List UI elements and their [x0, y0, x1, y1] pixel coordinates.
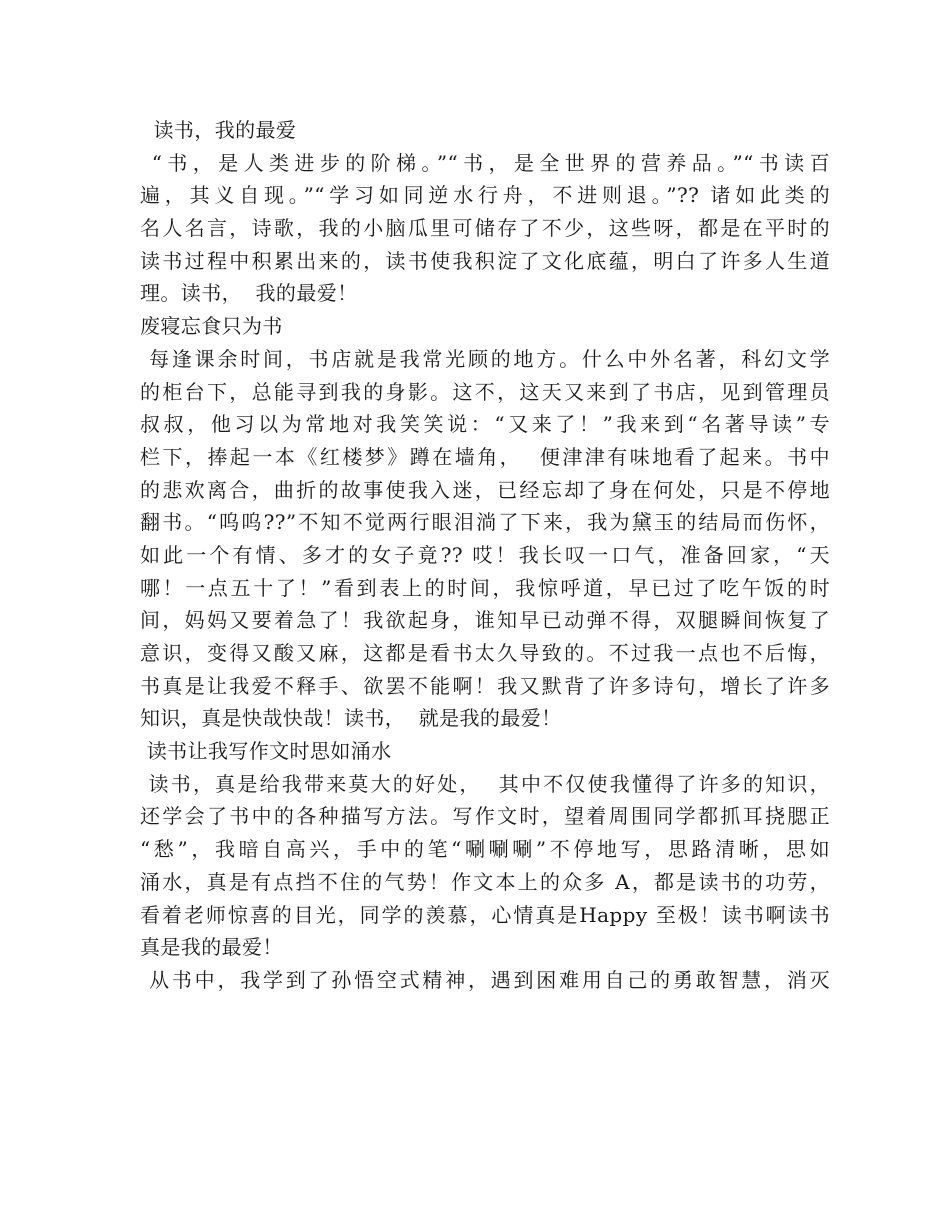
text-line: 知识，真是快哉快哉！读书， 就是我的最爱！	[140, 706, 562, 731]
text-line: 读书，真是给我带来莫大的好处， 其中不仅使我懂得了许多的知识，	[140, 771, 830, 796]
text-line: 哪！一点五十了！”看到表上的时间，我惊呼道，早已过了吃午饭的时	[140, 575, 830, 600]
text-line: 遍，其义自现。”“学习如同逆水行舟，不进则退。”?? 诸如此类的	[140, 183, 830, 208]
text-line: 栏下，捧起一本《红楼梦》蹲在墙角， 便津津有味地看了起来。书中	[140, 444, 830, 469]
text-line: 看着老师惊喜的目光，同学的羡慕，心情真是Happy 至极！读书啊读书	[140, 902, 830, 927]
text-line: 读书让我写作文时思如涌水	[140, 739, 392, 764]
text-line: 从书中，我学到了孙悟空式精神，遇到困难用自己的勇敢智慧，消灭	[140, 967, 830, 992]
text-line: 真是我的最爱！	[140, 935, 283, 960]
document-body	[140, 114, 830, 997]
text-line: “书，是人类进步的阶梯。”“书，是全世界的营养品。”“书读百	[140, 150, 830, 175]
text-line: 还学会了书中的各种描写方法。写作文时，望着周围同学都抓耳挠腮正	[140, 804, 830, 829]
text-line: 叔叔，他习以为常地对我笑笑说：“又来了！”我来到“名著导读”专	[140, 412, 830, 437]
text-line: 读书，我的最爱	[140, 118, 297, 142]
text-line: 书真是让我爱不释手、欲罢不能啊！我又默背了许多诗句，增长了许多	[140, 673, 830, 698]
text-line: 理。读书， 我的最爱！	[140, 281, 358, 306]
text-line: 如此一个有情、多才的女子竟?? 哎！我长叹一口气，准备回家，“天	[140, 542, 830, 567]
text-line: 的柜台下，总能寻到我的身影。这不，这天又来到了书店，见到管理员	[140, 379, 830, 404]
text-line: 读书过程中积累出来的，读书使我积淀了文化底蕴，明白了许多人生道	[140, 248, 830, 273]
text-line: “愁”，我暗自高兴，手中的笔“唰唰唰”不停地写，思路清晰，思如	[140, 837, 830, 862]
text-line: 翻书。“呜呜??”不知不觉两行眼泪淌了下来，我为黛玉的结局而伤怀，	[140, 510, 830, 535]
text-line: 每逢课余时间，书店就是我常光顾的地方。什么中外名著，科幻文学	[140, 346, 830, 371]
text-line: 废寝忘食只为书	[140, 314, 283, 339]
text-line: 的悲欢离合，曲折的故事使我入迷，已经忘却了身在何处，只是不停地	[140, 477, 830, 502]
text-line: 意识，变得又酸又麻，这都是看书太久导致的。不过我一点也不后悔，	[140, 641, 830, 665]
text-line: 名人名言，诗歌，我的小脑瓜里可储存了不少，这些呀，都是在平时的	[140, 216, 830, 241]
text-line: 间，妈妈又要着急了！我欲起身，谁知早已动弹不得，双腿瞬间恢复了	[140, 608, 830, 633]
text-line: 涌水，真是有点挡不住的气势！作文本上的众多 A，都是读书的功劳，	[140, 869, 830, 894]
